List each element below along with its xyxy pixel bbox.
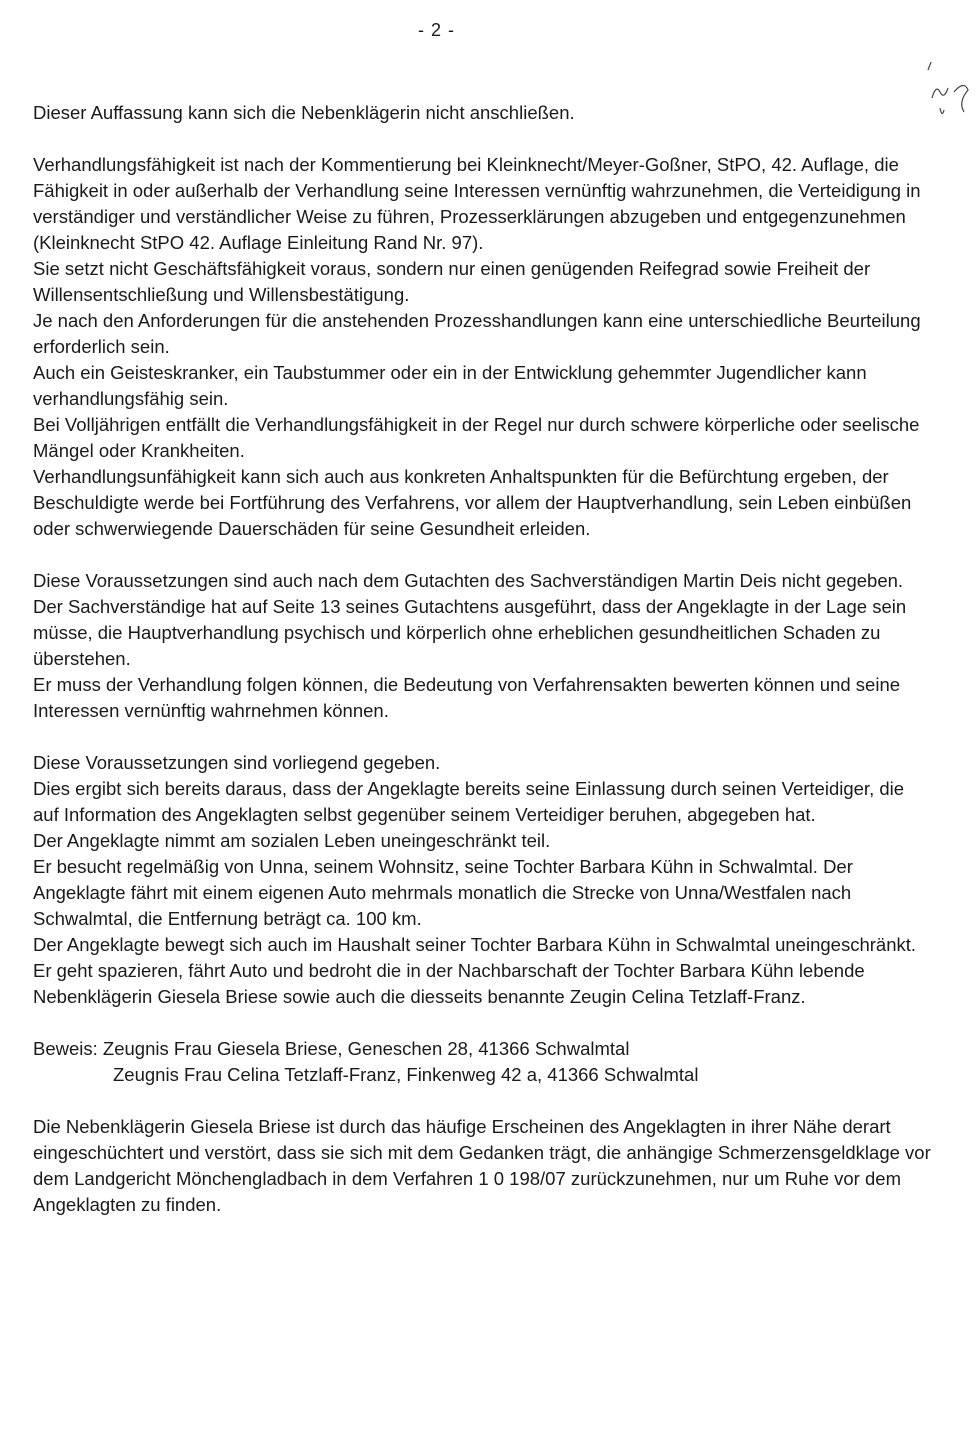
paragraph: Die Nebenklägerin Giesela Briese ist durch das häufige Erscheinen des Angeklagten in ihrer Nähe derart eingeschüchtert und verstört, dass sie sich mit dem Gedanken trägt, die anhängige Schmerzensgeldklage vor dem Landgericht Mönchengladbach in dem Verfahren 1 0 198/07 zurückzunehmen, nur um Ruhe vor dem Angeklagten zu finden. — [33, 1116, 931, 1215]
paragraph: Dies ergibt sich bereits daraus, dass der Angeklagte bereits seine Einlassung durch seinen Verteidiger, die auf Information des Angeklagten selbst gegenüber seinem Verteidiger beruhen, abgegeben hat. — [33, 778, 905, 825]
paragraph: Er besucht regelmäßig von Unna, seinem Wohnsitz, seine Tochter Barbara Kühn in Schwalmtal. Der Angeklagte fährt mit einem eigenen Auto mehrmals monatlich die Strecke von Unna/Westfalen nach Schwalmtal, die Entfernung beträgt ca. 100 km. — [33, 856, 853, 929]
paragraph: Sie setzt nicht Geschäftsfähigkeit voraus, sondern nur einen genügenden Reifegrad sowie Freiheit der Willensentschließung und Willensbestätigung. — [33, 258, 871, 305]
paragraph: Diese Voraussetzungen sind auch nach dem Gutachten des Sachverständigen Martin Deis nicht gegeben. — [33, 570, 904, 591]
paragraph: Je nach den Anforderungen für die anstehenden Prozesshandlungen kann eine unterschiedliche Beurteilung erforderlich sein. — [33, 310, 921, 357]
paragraph: Verhandlungsunfähigkeit kann sich auch aus konkreten Anhaltspunkten für die Befürchtung ergeben, der Beschuldigte werde bei Fortführung des Verfahrens, vor allem der Hauptverhandlung, sein Leben einbüßen oder schwerwiegende Dauerschäden für seine Gesundheit erleiden. — [33, 466, 912, 539]
paragraph: Dieser Auffassung kann sich die Nebenklägerin nicht anschließen. — [33, 102, 575, 123]
paragraph: Bei Volljährigen entfällt die Verhandlungsfähigkeit in der Regel nur durch schwere körperliche oder seelische Mängel oder Krankheiten. — [33, 414, 920, 461]
paragraph: Der Sachverständige hat auf Seite 13 seines Gutachtens ausgeführt, dass der Angeklagte in der Lage sein müsse, die Hauptverhandlung psychisch und körperlich ohne erheblichen gesundheitlichen Schaden zu überstehen. — [33, 596, 907, 669]
document-body — [33, 100, 933, 1218]
proof-block — [33, 1036, 933, 1088]
paragraph: Verhandlungsfähigkeit ist nach der Kommentierung bei Kleinknecht/Meyer-Goßner, StPO, 42. Auflage, die Fähigkeit in oder außerhalb der Verhandlung seine Interessen vernünftig wahrzunehmen, die Verteidigung in verständiger und verständlicher Weise zu führen, Prozesserklärungen abzugeben und entgegenzunehmen (Kleinknecht StPO 42. Auflage Einleitung Rand Nr. 97). — [33, 154, 921, 253]
proof-line-1: Beweis: Zeugnis Frau Giesela Briese, Geneschen 28, 41366 Schwalmtal — [33, 1038, 630, 1059]
paragraph: Auch ein Geisteskranker, ein Taubstummer oder ein in der Entwicklung gehemmter Jugendlicher kann verhandlungsfähig sein. — [33, 362, 867, 409]
paragraph: Diese Voraussetzungen sind vorliegend gegeben. — [33, 752, 441, 773]
paragraph: Er muss der Verhandlung folgen können, die Bedeutung von Verfahrensakten bewerten können und seine Interessen vernünftig wahrnehmen können. — [33, 674, 901, 721]
proof-line-2: Zeugnis Frau Celina Tetzlaff-Franz, Finkenweg 42 a, 41366 Schwalmtal — [113, 1064, 699, 1085]
paragraph: Der Angeklagte bewegt sich auch im Haushalt seiner Tochter Barbara Kühn in Schwalmtal uneingeschränkt. Er geht spazieren, fährt Auto und bedroht die in der Nachbarschaft der Tochter Barbara Kühn lebende Nebenklägerin Giesela Briese sowie auch die diesseits benannte Zeugin Celina Tetzlaff-Franz. — [33, 934, 917, 1007]
paragraph: Der Angeklagte nimmt am sozialen Leben uneingeschränkt teil. — [33, 830, 551, 851]
page-number: - 2 - — [418, 20, 456, 40]
